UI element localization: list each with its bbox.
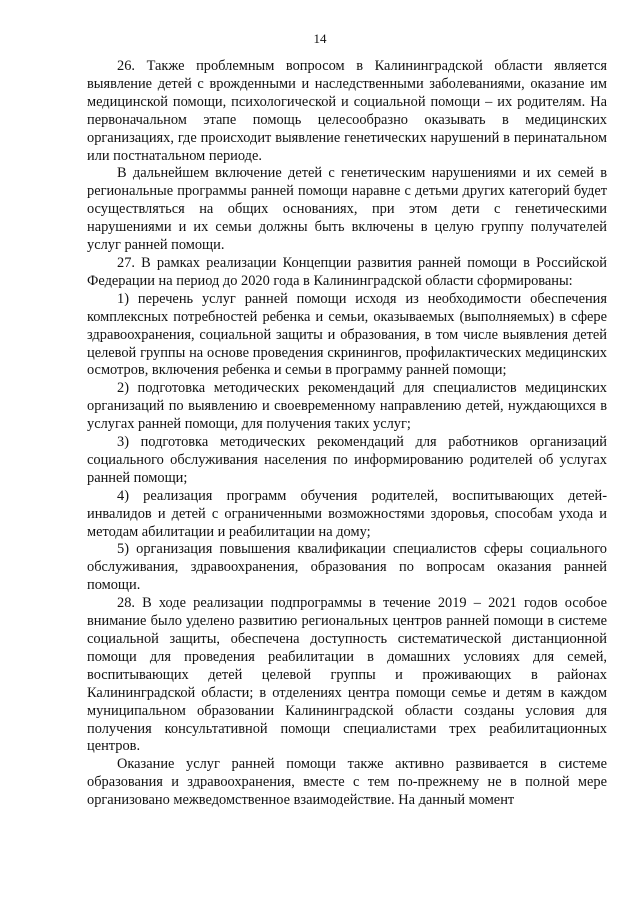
- list-item-5: 5) организация повышения квалификации специалистов сферы социального обслуживания, здравоохранения, образования по вопросам оказания ранней помощи.: [87, 541, 607, 594]
- page-number: 14: [313, 31, 327, 46]
- paragraph-28: 28. В ходе реализации подпрограммы в течение 2019 – 2021 годов особое внимание было уделено развитию региональных центров ранней помощи в системе социальной защиты, обеспечена доступность систематической дистанционной помощи для проведения реабилитации в домашних условиях для семей, воспитывающих детей целевой группы и проживающих в районах Калининградской области; в отделениях центра помощи семье и детям в каждом муниципальном образовании Калининградской области созданы условия для получения консультативной помощи специалистами трех реабилитационных центров.: [87, 595, 607, 755]
- list-item-1: 1) перечень услуг ранней помощи исходя из необходимости обеспечения комплексных потребностей ребенка и семьи, оказываемых (выполняемых) в сфере здравоохранения, социальной защиты и образования, в том числе выявления детей целевой группы на основе проведения скринингов, профилактических медицинских осмотров, включения ребенка и семьи в программу ранней помощи;: [87, 290, 607, 379]
- paragraph-27: 27. В рамках реализации Концепции развития ранней помощи в Российской Федерации на период до 2020 года в Калининградской области сформированы:: [87, 254, 607, 289]
- paragraph-genetic-inclusion: В дальнейшем включение детей с генетическим нарушениями и их семей в региональные программы ранней помощи наравне с детьми других категорий будет осуществляться на общих основаниях, при этом дети с генетическими нарушениями и их семьи должны быть включены в целую группу получателей услуг ранней помощи.: [87, 165, 607, 254]
- list-item-2: 2) подготовка методических рекомендаций для специалистов медицинских организаций по выявлению и своевременному направлению детей, нуждающихся в услугах ранней помощи, для получения таких услуг;: [87, 380, 607, 433]
- paragraph-26: 26. Также проблемным вопросом в Калининградской области является выявление детей с врожденными и наследственными заболеваниями, оказание им медицинской помощи, психологической и социальной помощи – их родителям. На первоначальном этапе помощь целесообразно оказывать в медицинских организациях, где происходит выявление генетических нарушений в перинатальном или постнатальном периоде.: [87, 58, 607, 164]
- list-item-3: 3) подготовка методических рекомендаций для работников организаций социального обслуживания населения по информированию родителей об услугах ранней помощи;: [87, 434, 607, 486]
- list-item-4: 4) реализация программ обучения родителей, воспитывающих детей-инвалидов и детей с ограниченными возможностями здоровья, способам ухода и методам абилитации и реабилитации на дому;: [87, 487, 607, 540]
- document-body: [87, 58, 607, 810]
- paragraph-services-development: Оказание услуг ранней помощи также активно развивается в системе образования и здравоохранения, вместе с тем по-прежнему не в полной мере организовано межведомственное взаимодействие. На данный момент: [87, 756, 607, 809]
